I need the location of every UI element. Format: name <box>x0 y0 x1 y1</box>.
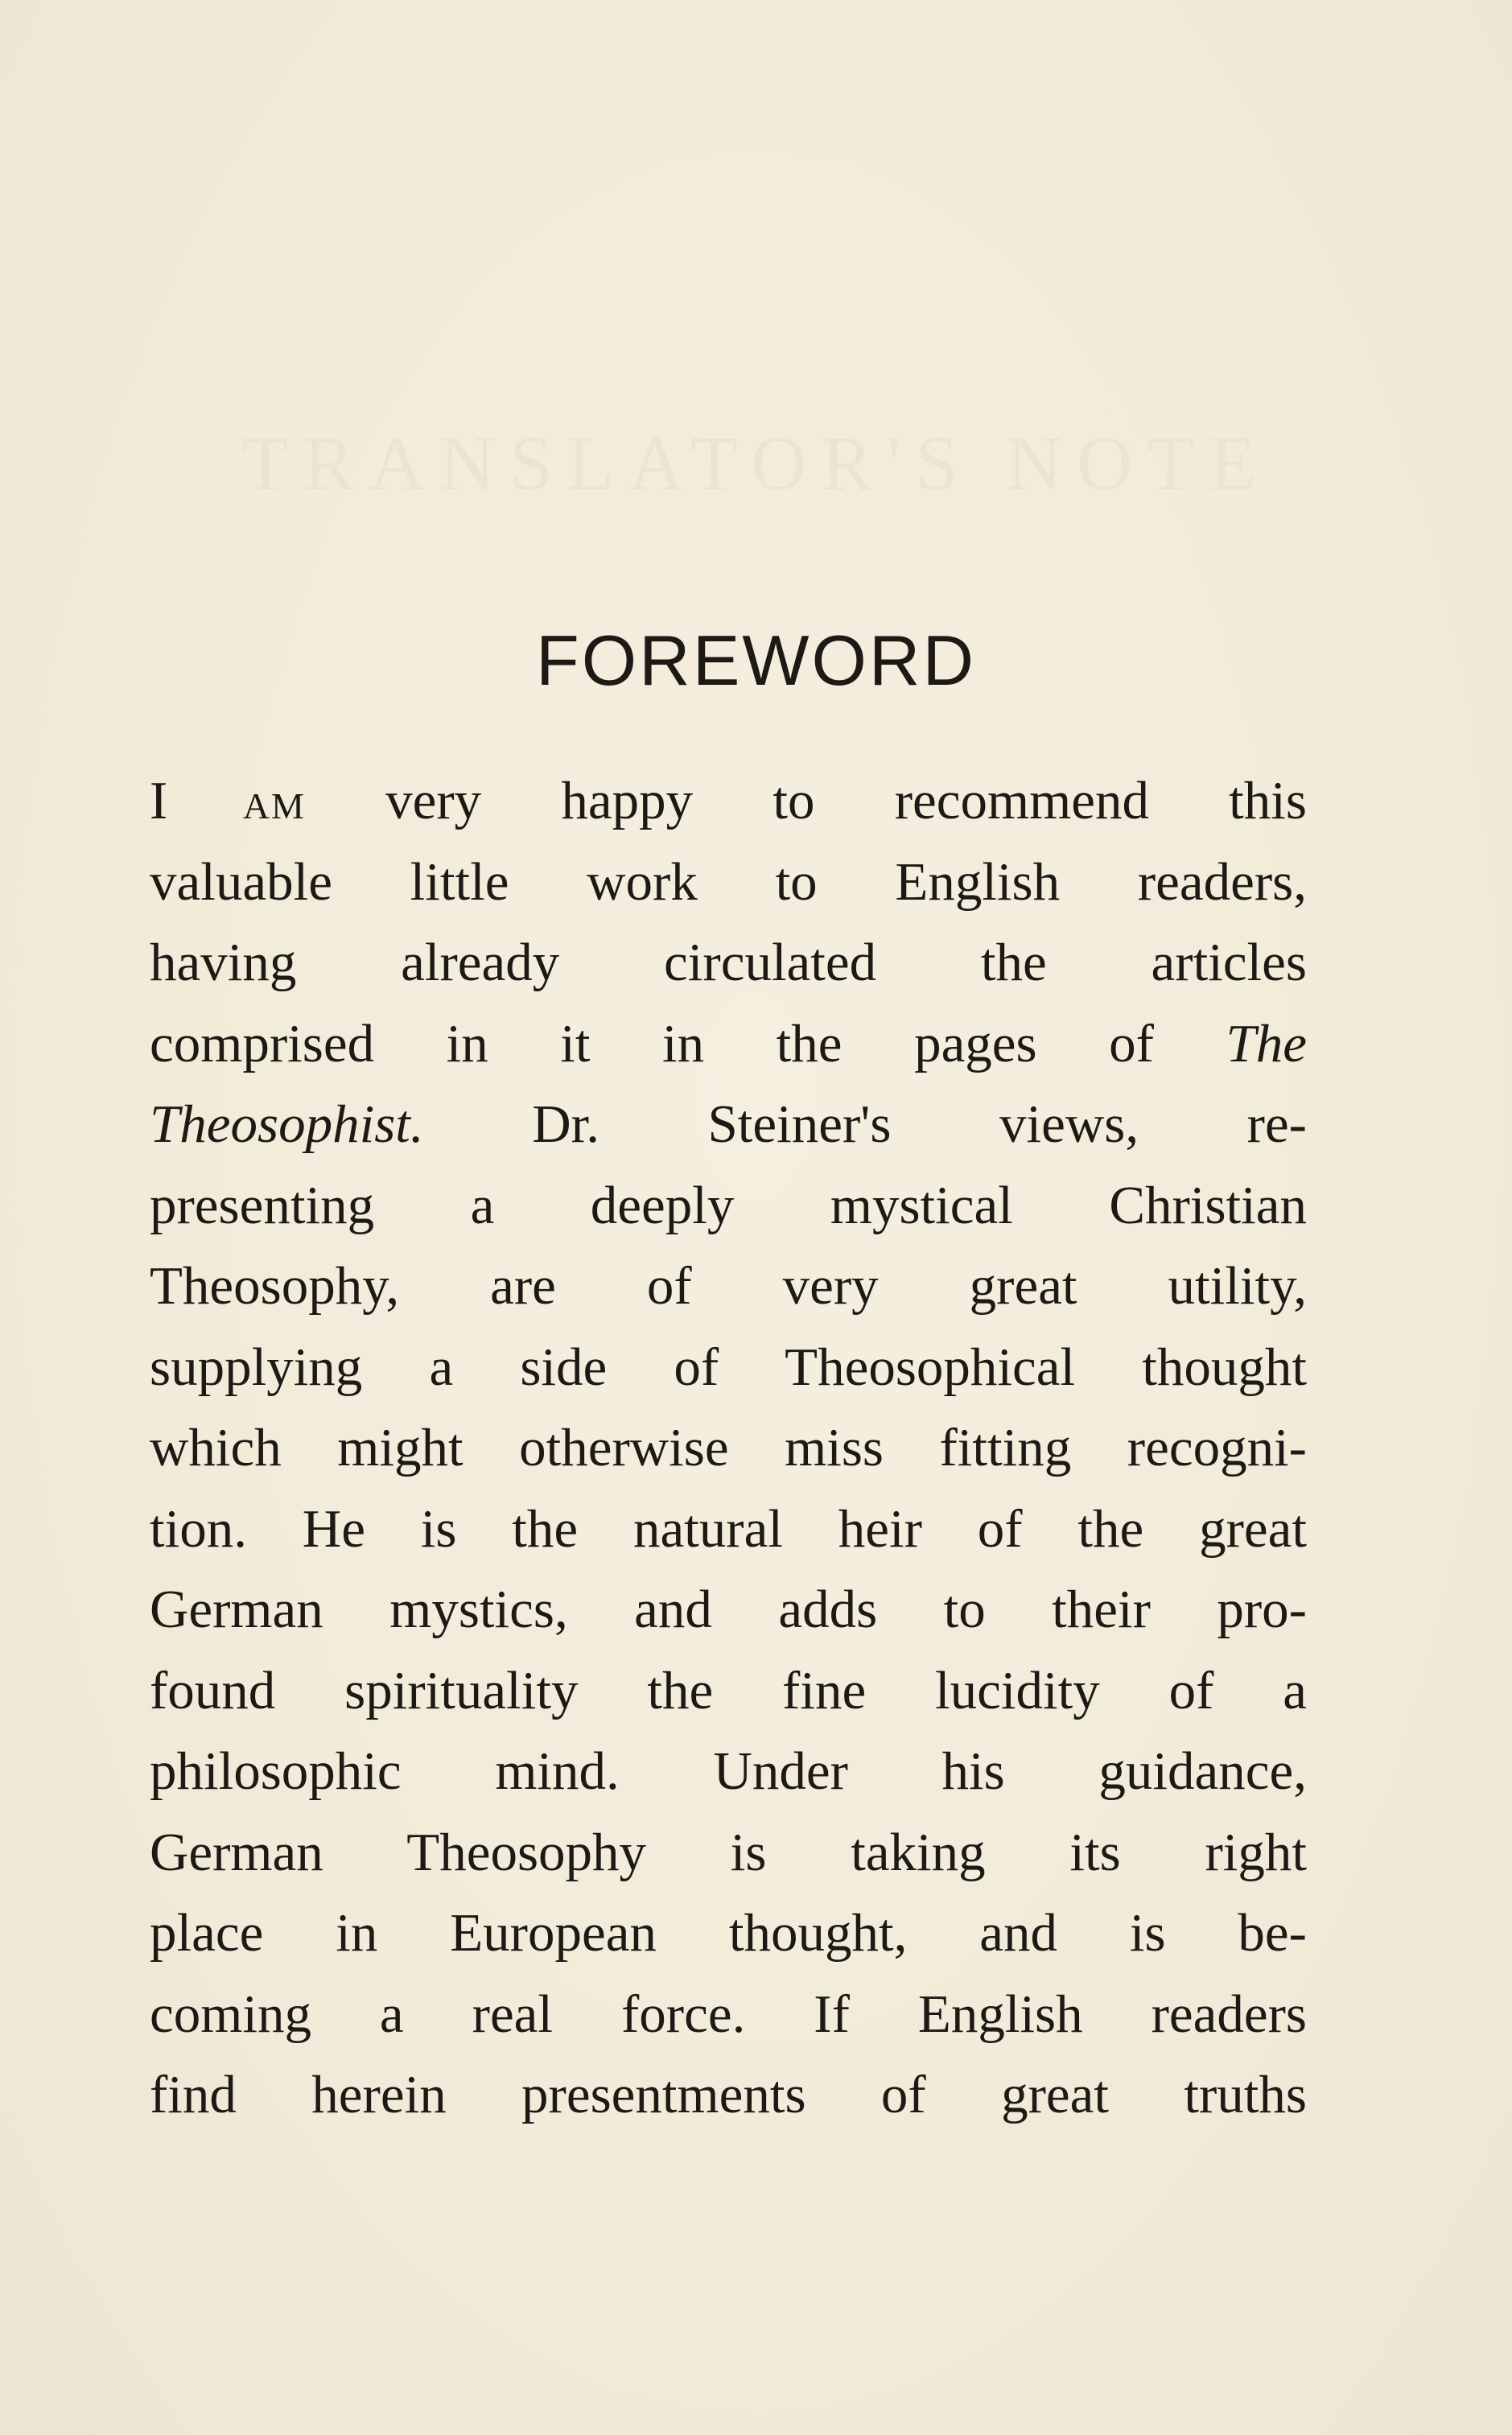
text-line <box>150 842 1307 923</box>
text-line <box>150 1569 1307 1650</box>
text-line <box>150 1489 1307 1570</box>
foreword-paragraph <box>150 760 1307 2136</box>
line-text: Dr. Steiner's views, re- <box>423 1094 1307 1154</box>
line-text: find herein presentments of great truths <box>150 2065 1307 2124</box>
line-text: supplying a side of Theosophical thought <box>150 1337 1307 1397</box>
bleed-through-text: TRANSLATOR'S NOTE <box>241 420 1271 506</box>
text-line <box>150 760 1307 842</box>
text-line <box>150 1812 1307 1893</box>
text-line <box>150 1974 1307 2055</box>
line-text: Theosophy, are of very great utility, <box>150 1256 1307 1316</box>
text-line <box>150 1165 1307 1246</box>
line-text: German Theosophy is taking its right <box>150 1822 1307 1882</box>
text-line <box>150 922 1307 1003</box>
initial-letter: I <box>150 771 168 830</box>
line-text: comprised in it in the pages of <box>150 1013 1226 1073</box>
italic-title-word: Theosophist. <box>150 1094 424 1154</box>
text-line <box>150 1246 1307 1327</box>
text-line <box>150 1893 1307 1974</box>
line-text: presenting a deeply mystical Christian <box>150 1175 1307 1235</box>
line-text: place in European thought, and is be- <box>150 1903 1307 1963</box>
italic-title-word: The <box>1226 1013 1307 1073</box>
line-text: coming a real force. If English readers <box>150 1984 1307 2044</box>
page-title: FOREWORD <box>535 620 977 700</box>
small-caps-word: AM <box>167 785 306 826</box>
text-line <box>150 1327 1307 1408</box>
line-text: German mystics, and adds to their pro- <box>150 1580 1307 1639</box>
line-text: tion. He is the natural heir of the great <box>150 1498 1307 1559</box>
text-line <box>150 2054 1307 2136</box>
line-text: valuable little work to English readers, <box>150 851 1307 912</box>
text-line <box>150 1731 1307 1812</box>
line-text: having already circulated the articles <box>150 933 1307 992</box>
text-line <box>150 1084 1307 1165</box>
line-text: found spirituality the fine lucidity of a <box>150 1660 1307 1720</box>
text-line <box>150 1003 1307 1085</box>
line-text: very happy to recommend this <box>305 771 1307 830</box>
text-line <box>150 1407 1307 1489</box>
text-line <box>150 1650 1307 1732</box>
line-text: which might otherwise miss fitting recogni- <box>150 1418 1307 1477</box>
line-text: philosophic mind. Under his guidance, <box>150 1741 1307 1801</box>
